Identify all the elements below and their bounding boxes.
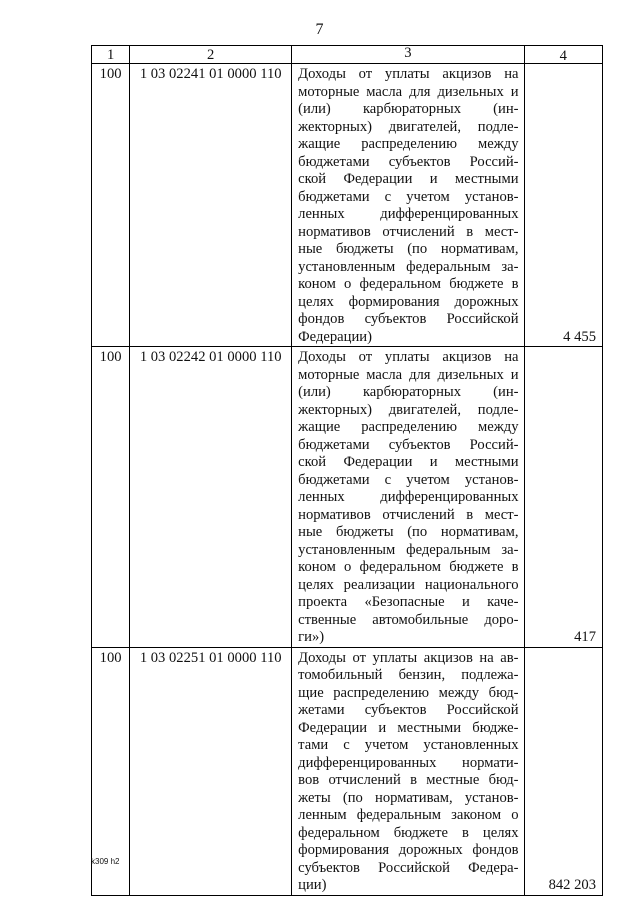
revenue-name-line: ленным федеральным законом о xyxy=(298,807,519,823)
revenue-name-line: Доходы от уплаты акцизов на ав- xyxy=(298,649,519,666)
table-row xyxy=(92,647,603,895)
revenue-name-line: ции) xyxy=(298,877,327,893)
revenue-name-line: установленным федеральным за- xyxy=(298,541,519,558)
revenue-name-line: коном о федеральном бюджете в xyxy=(298,276,519,292)
revenue-name-cell xyxy=(292,647,524,895)
revenue-name-line: нормативов отчислений в мест- xyxy=(298,506,519,523)
budget-revenue-table xyxy=(91,45,603,896)
amount-cell xyxy=(524,347,602,648)
revenue-name-line: коном о федеральном бюджете в xyxy=(298,559,519,575)
amount-value: 417 xyxy=(574,629,596,645)
revenue-name-line: вов отчислений в местные бюд- xyxy=(298,772,519,788)
revenue-name-line: бюджетами с учетом установ- xyxy=(298,471,519,488)
admin-code-cell: 100 xyxy=(92,64,130,347)
revenue-name-line: моторные масла для дизельных и xyxy=(298,366,519,383)
table-row xyxy=(92,64,603,347)
revenue-name-line: томобильный бензин, подлежа- xyxy=(298,667,519,683)
revenue-name-line: моторные масла для дизельных и xyxy=(298,83,519,100)
budget-classification-code-cell: 1 03 02242 01 0000 110 xyxy=(130,347,292,648)
revenue-name-line: ные бюджеты (по нормативам, xyxy=(298,241,519,257)
revenue-name-line: Доходы от уплаты акцизов на xyxy=(298,66,519,82)
revenue-name-line: ской Федерации и местными xyxy=(298,171,519,187)
revenue-name-line: ственные автомобильные доро- xyxy=(298,611,519,628)
revenue-name-line: целях формирования дорожных xyxy=(298,293,519,310)
revenue-name-line: жекторных) двигателей, подле- xyxy=(298,401,519,418)
revenue-name-line: ленных дифференцированных xyxy=(298,206,519,222)
revenue-name-line: дифференцированных нормати- xyxy=(298,754,519,771)
revenue-name-line: ской Федерации и местными xyxy=(298,454,519,470)
revenue-name-line: Доходы от уплаты акцизов на xyxy=(298,349,519,365)
revenue-name-line: тами с учетом установленных xyxy=(298,737,519,753)
revenue-name-line: формирования дорожных фондов xyxy=(298,842,519,858)
revenue-name-line: целях реализации национального xyxy=(298,576,519,593)
revenue-name-line: бюджетами субъектов Россий- xyxy=(298,436,519,453)
revenue-name-line: Федерации и местными бюдже- xyxy=(298,719,519,736)
document-footer-code: k309 h2 xyxy=(91,857,120,866)
revenue-name-line: проекта «Безопасные и каче- xyxy=(298,594,519,610)
column-header-1: 1 xyxy=(92,46,130,64)
revenue-name-line: щие распределению между бюд- xyxy=(298,684,519,701)
revenue-name-line: (или) карбюраторных (ин- xyxy=(298,101,519,117)
revenue-name-cell xyxy=(292,347,524,648)
amount-value: 842 203 xyxy=(548,877,596,893)
page-number: 7 xyxy=(315,21,324,38)
column-header-row xyxy=(92,46,603,64)
amount-cell xyxy=(524,64,602,347)
revenue-name-line: фондов субъектов Российской xyxy=(298,311,519,327)
amount-value: 4 455 xyxy=(563,328,596,345)
column-header-3: 3 xyxy=(292,46,524,64)
revenue-name-line: ленных дифференцированных xyxy=(298,489,519,505)
revenue-name-line: нормативов отчислений в мест- xyxy=(298,223,519,240)
revenue-name-line: федеральном бюджете в целях xyxy=(298,824,519,841)
revenue-name-line: жеты (по нормативам, установ- xyxy=(298,789,519,806)
revenue-name-line: жетами субъектов Российской xyxy=(298,702,519,718)
column-header-2: 2 xyxy=(130,46,292,64)
table-row xyxy=(92,347,603,648)
revenue-name-line: ги») xyxy=(298,629,325,645)
revenue-name-line: Федерации) xyxy=(298,328,372,345)
budget-classification-code-cell: 1 03 02241 01 0000 110 xyxy=(130,64,292,347)
revenue-name-line: ные бюджеты (по нормативам, xyxy=(298,524,519,540)
revenue-name-line: жащие распределению между xyxy=(298,136,519,152)
revenue-name-line: бюджетами субъектов Россий- xyxy=(298,153,519,170)
revenue-name-line: субъектов Российской Федера- xyxy=(298,859,519,876)
amount-cell xyxy=(524,647,602,895)
column-header-4: 4 xyxy=(524,46,602,64)
revenue-name-line: жекторных) двигателей, подле- xyxy=(298,118,519,135)
revenue-name-line: (или) карбюраторных (ин- xyxy=(298,384,519,400)
budget-classification-code-cell: 1 03 02251 01 0000 110 xyxy=(130,647,292,895)
admin-code-cell: 100 xyxy=(92,647,130,895)
revenue-name-line: бюджетами с учетом установ- xyxy=(298,188,519,205)
revenue-name-line: жащие распределению между xyxy=(298,419,519,435)
revenue-name-line: установленным федеральным за- xyxy=(298,258,519,275)
admin-code-cell: 100 xyxy=(92,347,130,648)
revenue-name-cell xyxy=(292,64,524,347)
